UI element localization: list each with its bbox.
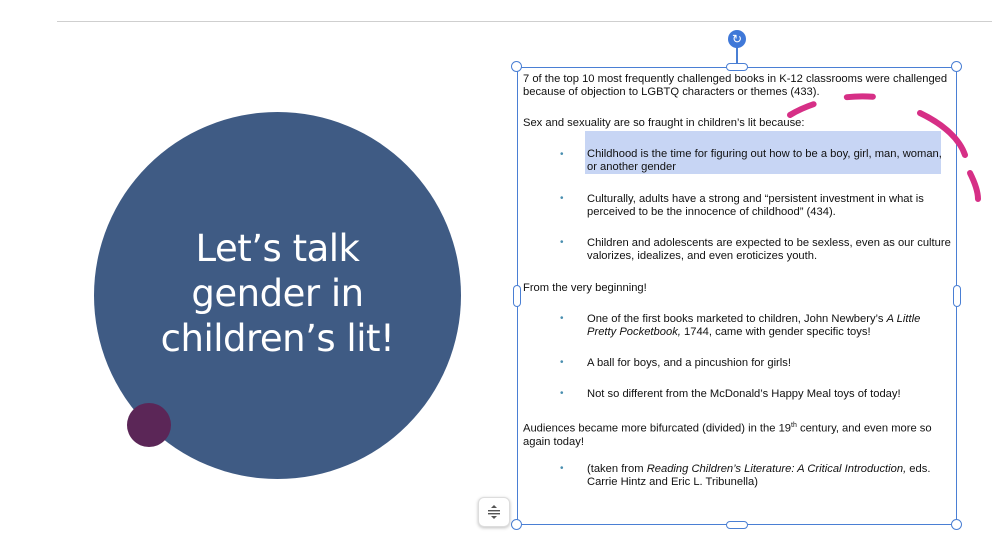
resize-handle-bottom-right[interactable] xyxy=(951,519,962,530)
resize-handle-bottom[interactable] xyxy=(726,521,748,529)
title-line-1: Let’s talk xyxy=(195,227,360,270)
bullet-marker: • xyxy=(560,313,564,324)
intro-paragraph[interactable]: 7 of the top 10 most frequently challenged books in K-12 classrooms were challenged because of objection to LGBTQ characters or themes (433). xyxy=(523,73,948,98)
annotation-stroke[interactable] xyxy=(780,85,990,205)
bullet-newbery[interactable] xyxy=(587,313,952,339)
resize-handle-top-right[interactable] xyxy=(951,61,962,72)
resize-handle-right[interactable] xyxy=(953,285,961,307)
resize-handle-top-left[interactable] xyxy=(511,61,522,72)
bullet-marker: • xyxy=(560,237,564,248)
bullet-ball-pincushion[interactable]: A ball for boys, and a pincushion for girls! xyxy=(587,357,791,369)
resize-handle-top[interactable] xyxy=(726,63,748,71)
bullet-sexless[interactable]: Children and adolescents are expected to be sexless, even as our culture valorizes, idealizes, and even eroticizes youth. xyxy=(587,237,951,262)
audiences-superscript: th xyxy=(791,422,797,429)
bullet-marker: • xyxy=(560,193,564,204)
resize-handle-bottom-left[interactable] xyxy=(511,519,522,530)
bullet-childhood[interactable]: Childhood is the time for figuring out how to be a boy, girl, man, woman, or another gender xyxy=(587,148,942,173)
title-line-3: children’s lit! xyxy=(160,317,395,360)
bullet-source[interactable] xyxy=(587,463,952,489)
newbery-text-pre: One of the first books marketed to children, John Newbery’s xyxy=(587,313,887,325)
slide-title[interactable] xyxy=(94,226,461,361)
audiences-paragraph[interactable] xyxy=(523,419,953,449)
newbery-text-post: 1744, came with gender specific toys! xyxy=(680,326,871,338)
bullet-marker: • xyxy=(560,388,564,399)
rotate-icon[interactable]: ↻ xyxy=(728,30,746,48)
bullet-culturally[interactable]: Culturally, adults have a strong and “persistent investment in what is perceived to be the innocence of childhood” (434). xyxy=(587,193,924,218)
fit-text-icon[interactable] xyxy=(478,497,510,527)
title-line-2: gender in xyxy=(191,272,364,315)
bullet-marker: • xyxy=(560,357,564,368)
beginning-heading[interactable]: From the very beginning! xyxy=(523,282,647,294)
slide-top-divider xyxy=(57,21,992,22)
source-text-pre: (taken from xyxy=(587,463,647,475)
bullet-marker: • xyxy=(560,149,564,160)
audiences-text-pre: Audiences became more bifurcated (divided) in the 19 xyxy=(523,422,792,435)
audiences-text-post: century, and even more so again today! xyxy=(523,422,932,448)
newbery-book-title: A Little Pretty Pocketbook, xyxy=(587,313,921,338)
accent-circle[interactable] xyxy=(127,403,171,447)
resize-handle-left[interactable] xyxy=(513,285,521,307)
sex-heading[interactable]: Sex and sexuality are so fraught in children’s lit because: xyxy=(523,117,805,129)
source-text-post: eds. Carrie Hintz and Eric L. Tribunella) xyxy=(587,463,931,488)
source-book-title: Reading Children’s Literature: A Critical Introduction, xyxy=(646,463,907,475)
bullet-marker: • xyxy=(560,463,564,474)
bullet-mcdonalds[interactable]: Not so different from the McDonald’s Happy Meal toys of today! xyxy=(587,388,901,400)
